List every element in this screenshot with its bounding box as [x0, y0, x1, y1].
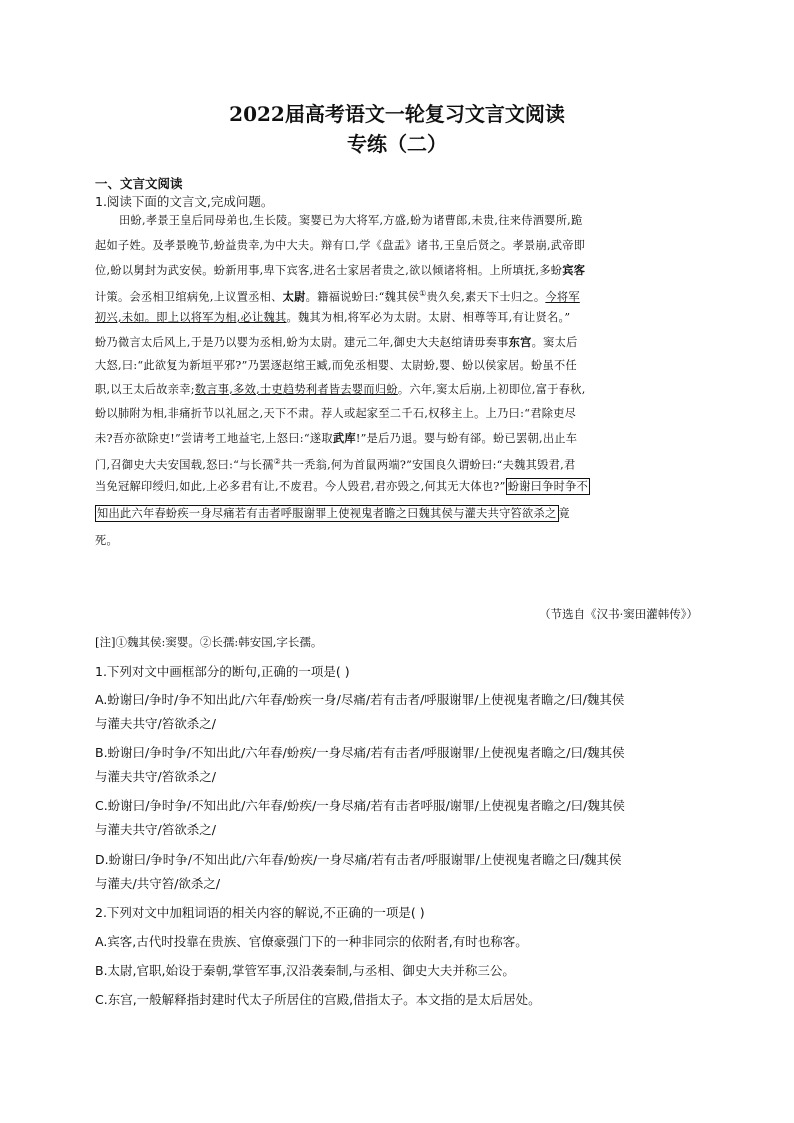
- underlined-text: 初兴,未如。即上以将军为相,必让魏其: [95, 311, 287, 324]
- document-subtitle: 专练（二）: [347, 132, 447, 156]
- bold-term-wuku: 武库: [332, 431, 356, 445]
- question-2-option-b: B.太尉,官职,始设于秦朝,掌管军事,汉沿袭秦制,与丞相、御史大夫并称三公。: [95, 963, 515, 978]
- passage-line: 起如子姓。及孝景晚节,蚡益贵幸,为中大夫。辩有口,学《盘盂》诸书,王皇后贤之。孝景崩,武帝即: [95, 239, 586, 252]
- document-title: 2022届高考语文一轮复习文言文阅读: [229, 102, 565, 126]
- annotation-note: [注]①魏其侯:窦婴。②长孺:韩安国,字长孺。: [95, 635, 323, 649]
- passage-line: 蚡乃微言太后风上,于是乃以婴为丞相,蚡为太尉。建元二年,御史大夫赵绾请毋奏事东宫。窦太后: [95, 335, 578, 349]
- passage-line: 未?吾亦欲除吏!”尝请考工地益宅,上怒曰:“遂取武库!”是后乃退。婴与蚡有郤。蚡已罢朝,出止车: [95, 431, 578, 445]
- bold-term-donggong: 东宫: [508, 335, 532, 349]
- option-a-line1: A.蚡谢曰/争时/争不知出此/六年春/蚡疾一身/尽痛/若有击者/呼服谢罪/上使视鬼者瞻之/曰/魏其侯: [95, 692, 625, 707]
- question-intro: 1.阅读下面的文言文,完成问题。: [95, 194, 274, 209]
- option-b-line1: B.蚡谢曰/争时争/不知出此/六年春/蚡疾/一身尽痛/若有击者/呼服谢罪/上使视鬼者瞻之/曰/魏其侯: [95, 745, 625, 760]
- passage-line: 知出此六年春蚡疾一身尽痛若有击者呼服谢罪上使视鬼者瞻之曰魏其侯与灌夫共守笞欲杀之 竟: [97, 507, 571, 520]
- question-2-stem: 2.下列对文中加粗词语的相关内容的解说,不正确的一项是( ): [95, 905, 425, 920]
- underlined-text: 数言事,多效,士吏趋势利者皆去婴而归蚡: [194, 383, 398, 396]
- question-2-option-a: A.宾客,古代时投靠在贵族、官僚豪强门下的一种非同宗的依附者,有时也称客。: [95, 934, 528, 949]
- option-a-line2: 与灌夫共守/笞欲杀之/: [95, 716, 216, 731]
- boxed-text: 知出此六年春蚡疾一身尽痛若有击者呼服谢罪上使视鬼者瞻之曰魏其侯与灌夫共守笞欲杀之: [97, 507, 557, 520]
- option-b-line2: 与灌夫共守/笞欲杀之/: [95, 769, 216, 784]
- passage-line: 大怒,曰:“此欲复为新垣平邪?”乃罢逐赵绾王臧,而免丞相婴、太尉蚡,婴、蚡以侯家居。蚡虽不任: [95, 359, 577, 372]
- underlined-text: 今将军: [545, 290, 580, 304]
- option-d-line1: D.蚡谢曰/争时争/不知出此/六年春/蚡疾/一身尽痛/若有击者/呼服谢罪/上使视鬼者瞻之曰/魏其侯: [95, 852, 622, 867]
- bold-term-binke: 宾客: [562, 263, 586, 277]
- passage-line: 位,蚡以舅封为武安侯。蚡新用事,卑下宾客,进名士家居者贵之,欲以倾诸将相。上所填抚,多蚡宾客: [95, 263, 586, 277]
- source-citation: （节选自《汉书·窦田灌韩传》）: [539, 607, 698, 621]
- question-1-stem: 1.下列对文中画框部分的断句,正确的一项是( ): [95, 664, 350, 679]
- passage-line: 田蚡,孝景王皇后同母弟也,生长陵。窦婴已为大将军,方盛,蚡为诸曹郎,未贵,往来侍酒婴所,跪: [119, 214, 583, 227]
- option-c-line2: 与灌夫共守/笞欲杀之/: [95, 822, 216, 837]
- option-d-line2: 与灌夫/共守笞/欲杀之/: [95, 876, 221, 891]
- bold-term-taiwei: 太尉: [282, 289, 306, 304]
- passage-line: 职,以王太后故亲幸;数言事,多效,士吏趋势利者皆去婴而归蚡。六年,窦太后崩,上初即位,富于春秋,: [95, 383, 586, 396]
- passage-line: 初兴,未如。即上以将军为相,必让魏其。魏其为相,将军必为太尉。太尉、相尊等耳,有让贤名。”: [95, 311, 571, 324]
- passage-line: 门,召御史大夫安国载,怒曰:“与长孺②共一秃翁,何为首鼠两端?”安国良久谓蚡曰:“夫魏其毁君,君: [95, 457, 576, 472]
- passage-line: 死。: [95, 534, 118, 547]
- option-c-line1: C.蚡谢曰/争时争/不知出此/六年春/蚡疾/一身尽痛/若有击者呼服/谢罪/上使视鬼者瞻之/曰/魏其侯: [95, 798, 625, 813]
- passage-line: 计策。会丞相卫绾病免,上议置丞相、太尉。籍福说蚡曰:“魏其侯①贵久矣,素天下士归之。今将军: [95, 289, 580, 304]
- section-heading: 一、文言文阅读: [95, 176, 183, 191]
- question-2-option-c: C.东宫,一般解释指封建时代太子所居住的宫殿,借指太子。本文指的是太后居处。: [95, 992, 541, 1007]
- passage-line: 当免冠解印绶归,如此,上必多君有让,不废君。今人毁君,君亦毁之,何其无大体也?” 蚡谢曰争时争不: [95, 480, 589, 493]
- passage-line: 蚡以肺附为相,非痛折节以礼屈之,天下不肃。荐人或起家至二千石,权移主上。上乃曰:“君除吏尽: [95, 407, 577, 420]
- boxed-text: 蚡谢曰争时争不: [507, 480, 589, 493]
